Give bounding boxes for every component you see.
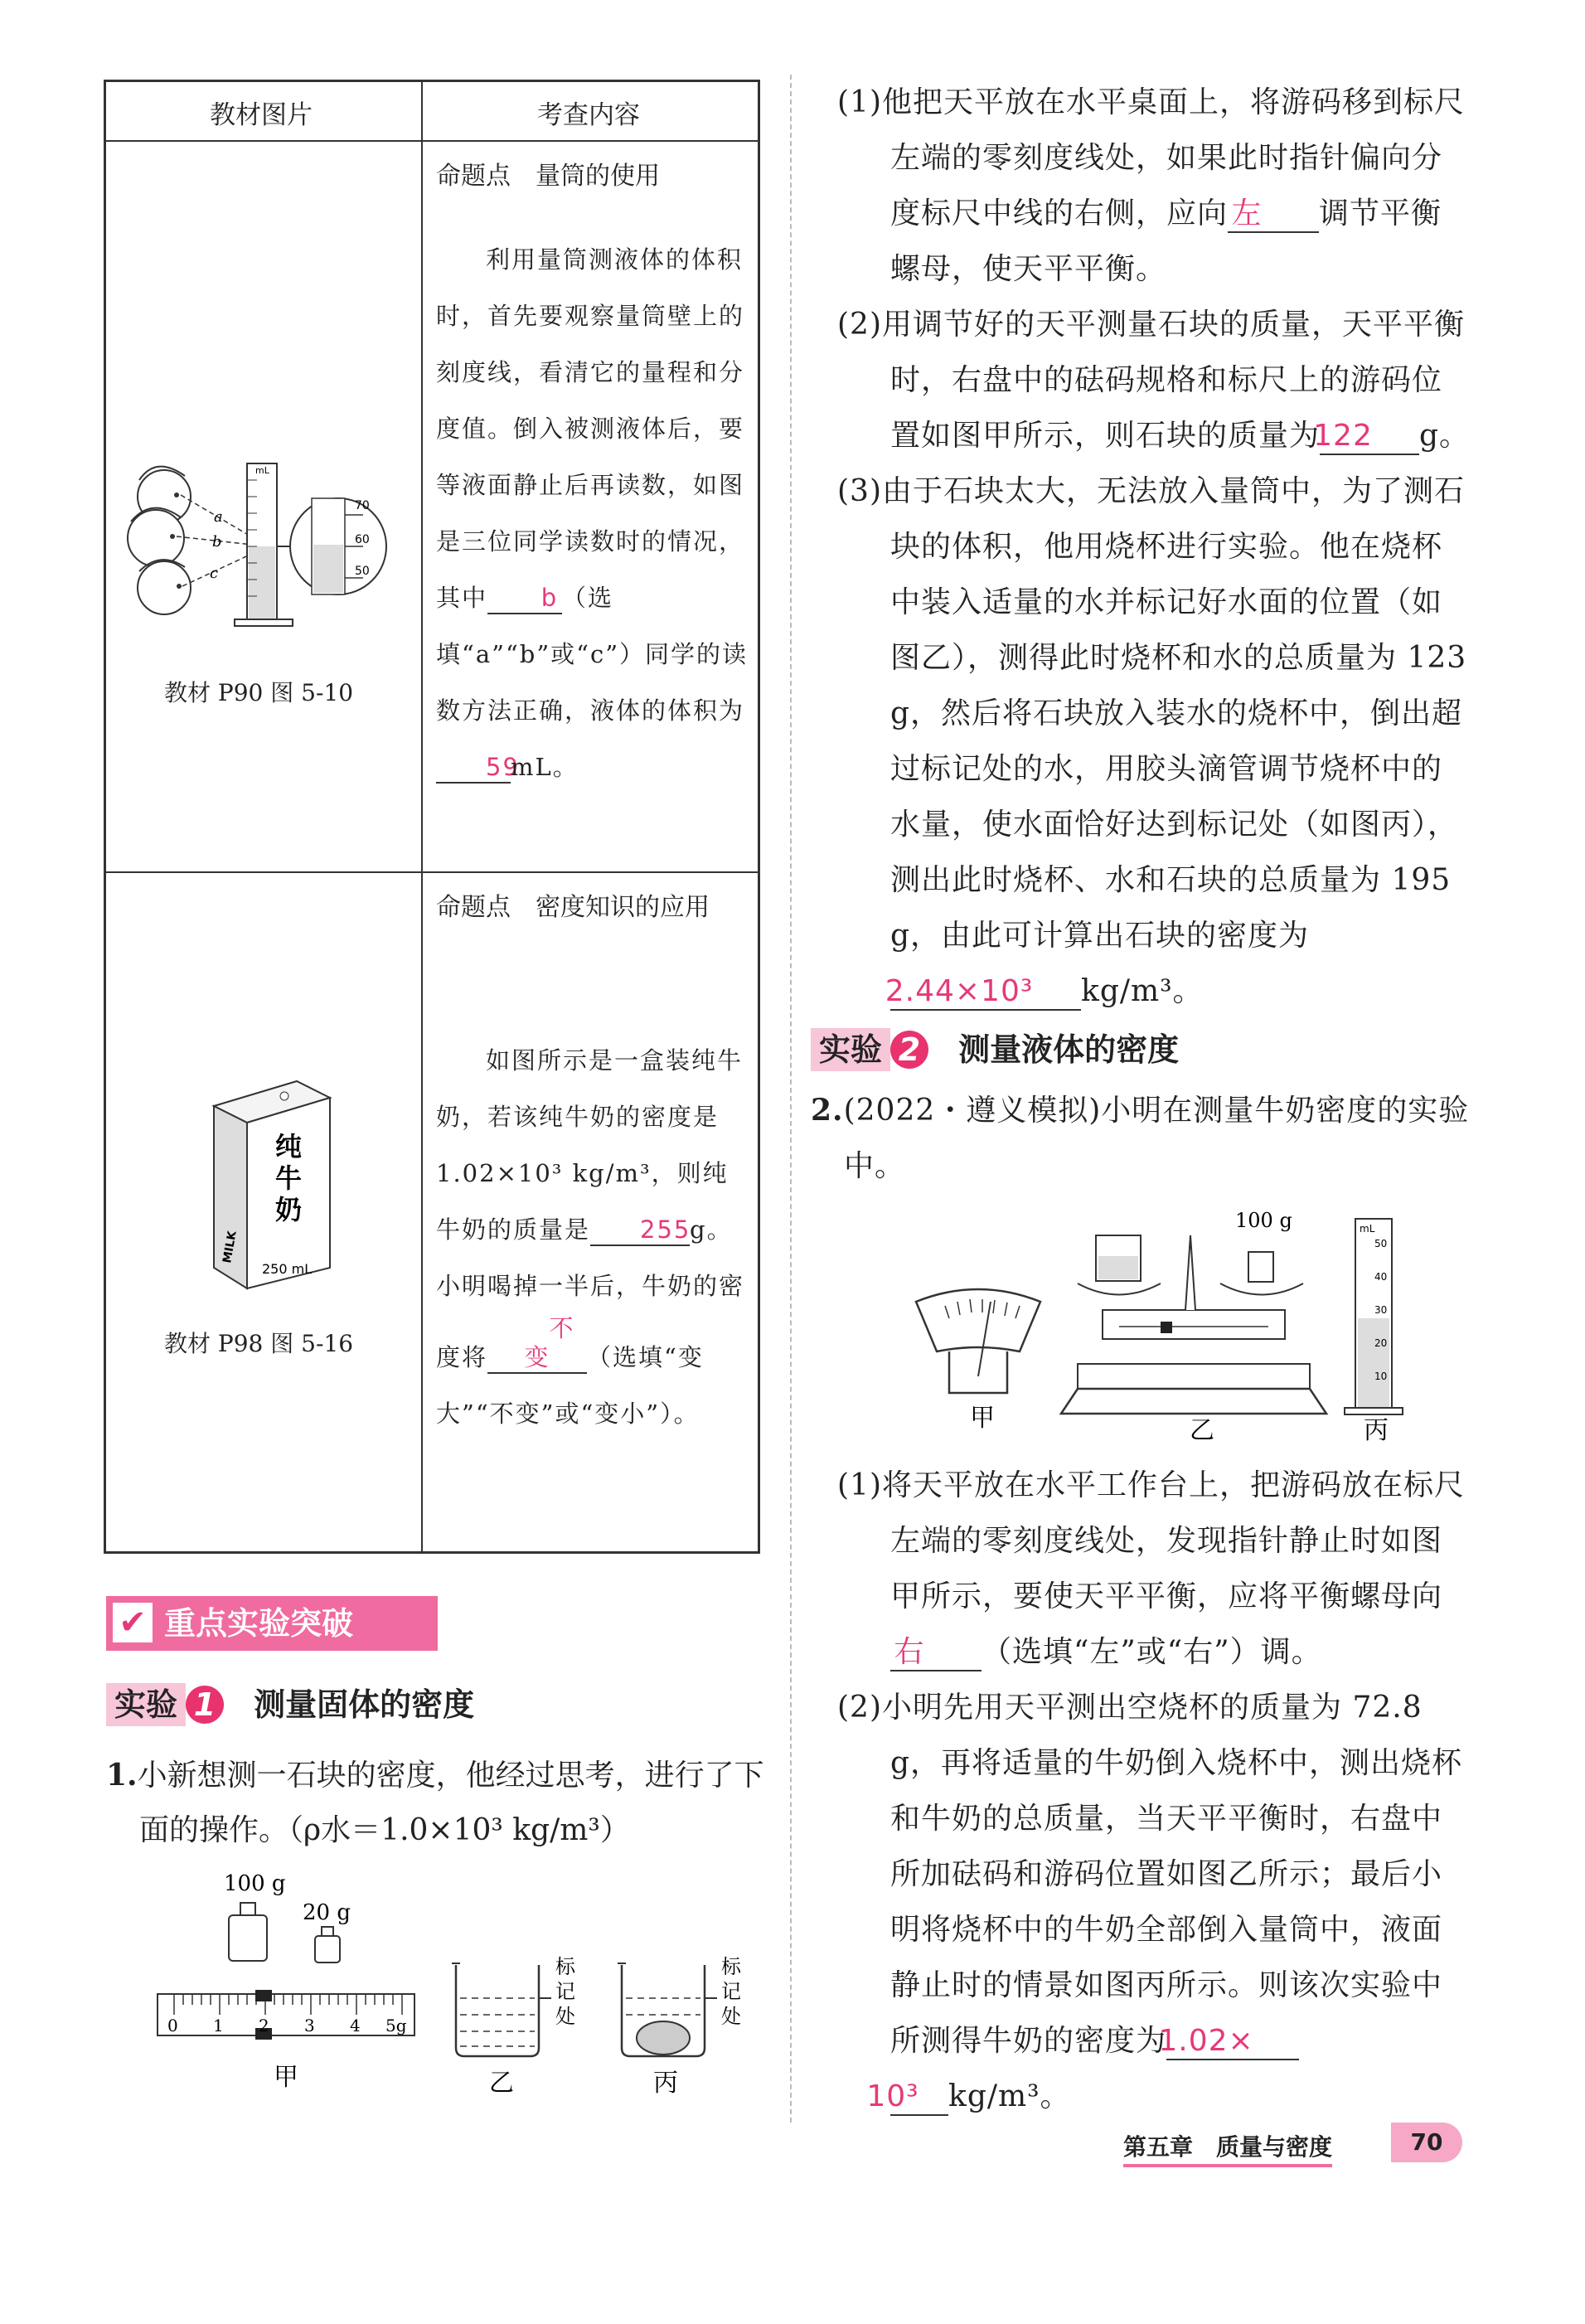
row1-caption: 教材 P90 图 5-10 — [164, 679, 354, 706]
table-header-line — [106, 140, 758, 142]
row2-text: 如图所示是一盒装纯牛奶，若该纯牛奶的密度是 1.02×10³ kg/m³，则纯牛奶的质量是 — [436, 1046, 744, 1244]
section-title: 重点实验突破 — [164, 1605, 354, 1642]
row1-unit: mL。 — [511, 753, 579, 781]
weight-20g: 20 g — [303, 1900, 351, 1925]
milk-box-figure — [197, 1056, 347, 1297]
exp1-answer1: 左 — [1228, 196, 1319, 233]
exp1-answer3: 2.44×10³ — [890, 973, 1081, 1011]
exp1-figure — [149, 1866, 763, 2114]
ruler-0: 0 — [167, 2016, 178, 2035]
row1-content — [436, 231, 753, 795]
exp1-question — [106, 1748, 769, 1858]
ruler-5g: 5g — [385, 2016, 407, 2035]
exp1-tag: 实验 — [106, 1683, 186, 1726]
row2-point: 命题点 密度知识的应用 — [436, 893, 710, 922]
mark-label-bing: 标记处 — [721, 1955, 741, 2028]
section-badge — [106, 1596, 438, 1651]
fig2-tick-40: 40 — [1374, 1271, 1388, 1283]
ruler-3: 3 — [304, 2016, 315, 2035]
table-row-line — [106, 871, 758, 873]
box-label: 纯牛奶 — [274, 1131, 303, 1225]
tick-70: 70 — [355, 499, 370, 512]
fig2-tick-50: 50 — [1374, 1238, 1388, 1249]
exp2-figure — [912, 1202, 1409, 1443]
exp2-p1: (1)将天平放在水平工作台上，把游码放在标尺左端的零刻度线处，发现指针静止时如图甲所示，要使天平平衡，应将平衡螺母向 — [837, 1468, 1465, 1613]
label-a: a — [214, 508, 223, 526]
exp1-part1 — [837, 75, 1472, 1019]
exp2-parts — [837, 1458, 1472, 2124]
row2-content — [436, 1032, 753, 1442]
row2-text2: g。小明喝掉一半后，牛奶的密度将 — [436, 1215, 745, 1371]
ruler-2: 2 — [259, 2016, 269, 2035]
row1-text2: （选填“a”“b”或“c”）同学的读数方法正确，液体的体积为 — [436, 584, 749, 725]
tick-50: 50 — [355, 565, 370, 578]
exp1-q-text: 小新想测一石块的密度，他经过思考，进行了下面的操作。（ρ水＝1.0×10³ kg/m³） — [137, 1759, 764, 1847]
mark-label-yi: 标记处 — [555, 1955, 575, 2028]
exp2-question — [811, 1083, 1474, 1194]
ruler-4: 4 — [350, 2016, 361, 2035]
checkmark-icon: ✔ — [113, 1603, 153, 1642]
label-c: c — [210, 565, 219, 582]
row1-text: 利用量筒测液体的体积时，首先要观察量筒壁上的刻度线，看清它的量程和分度值。倒入被测液体后，要等液面静止后再读数，如图是三位同学读数时的情况，其中 — [436, 245, 745, 612]
exp2-tag: 实验 — [811, 1028, 890, 1071]
exp2-number: 2 — [890, 1031, 928, 1069]
fig-yi: 乙 — [489, 2069, 514, 2098]
row1-answer2: 59 — [436, 753, 511, 784]
fig2-ml: mL — [1360, 1223, 1375, 1235]
knowledge-table — [104, 80, 760, 1554]
tick-60: 60 — [355, 533, 370, 546]
exp2-answer2b: 10³ — [890, 2079, 948, 2116]
page-number: 70 — [1391, 2123, 1462, 2162]
label-b: b — [212, 533, 222, 551]
table-divider — [421, 82, 423, 1551]
exp1-p1: (1)他把天平放在水平桌面上，将游码移到标尺左端的零刻度线处，如果此时指针偏向分度标尺中线的右侧，应向 — [837, 85, 1465, 230]
row2-text3: （选填“变大”“不变”或“变小”）。 — [436, 1342, 704, 1428]
label-ml: mL — [255, 465, 269, 476]
row1-answer1: b — [487, 584, 562, 614]
exp2-p2: (2)小明先用天平测出空烧杯的质量为 72.8 g，再将适量的牛奶倒入烧杯中，测出烧杯和牛奶的总质量，当天平平衡时，右盘中所加砝码和游码位置如图乙所示；最后小明将烧杯中的牛奶全部倒入量筒中，液面静止时的情景如图丙所示。则该次实验中所测得牛奶的密度为 — [837, 1691, 1463, 2058]
row1-point: 命题点 量筒的使用 — [436, 162, 660, 191]
exp2-q-text: (2022・遵义模拟)小明在测量牛奶密度的实验中。 — [843, 1094, 1470, 1183]
exp2-heading — [811, 1028, 1179, 1071]
row2-caption: 教材 P98 图 5-16 — [164, 1330, 354, 1357]
fig2-tick-20: 20 — [1374, 1337, 1388, 1349]
fig2-tick-30: 30 — [1374, 1304, 1388, 1316]
exp2-answer2a: 1.02× — [1166, 2023, 1299, 2060]
exp1-answer2: 122 — [1320, 418, 1419, 455]
footer-chapter: 第五章 质量与密度 — [1123, 2129, 1332, 2167]
weight-100g: 100 g — [224, 1871, 286, 1896]
fig2-bing: 丙 — [1364, 1416, 1389, 1443]
weight-100g-2: 100 g — [1235, 1209, 1292, 1232]
fig-bing: 丙 — [653, 2069, 678, 2098]
fig2-jia: 甲 — [970, 1404, 995, 1433]
exp1-p3: (3)由于石块太大，无法放入量筒中，为了测石块的体积，他用烧杯进行实验。他在烧杯中装入适量的水并标记好水面的位置（如图乙），测得此时烧杯和水的总质量为 123 g，然后将石块放入装水的烧杯中，倒出超过标记处的水，用胶头滴管调节烧杯中的水量，使水面恰好达到标记处（如图丙），测出此时烧杯、水和石块的总质量为 195 g，由此可计算出石块的密度为 — [837, 474, 1467, 953]
exp1-p2: (2)用调节好的天平测量石块的质量，天平平衡时，右盘中的砝码规格和标尺上的游码位置如图甲所示，则石块的质量为 — [837, 308, 1465, 453]
column-separator — [790, 75, 792, 2123]
row2-answer2: 不变 — [487, 1314, 587, 1374]
exp1-p2b: g。 — [1419, 419, 1471, 453]
exp1-title: 测量固体的密度 — [254, 1686, 475, 1723]
table-header-col1: 教材图片 — [210, 100, 313, 130]
exp2-p1b: （选填“左”或“右”）调。 — [982, 1635, 1322, 1669]
box-side: MILK — [221, 1230, 240, 1264]
exp1-p1b: 调节平衡螺母，使天平平衡。 — [890, 196, 1442, 286]
exp2-q-num: 2. — [811, 1093, 844, 1128]
ruler-1: 1 — [213, 2016, 224, 2035]
fig2-yi: 乙 — [1190, 1416, 1214, 1443]
row2-answer1: 255 — [590, 1215, 690, 1246]
fig2-tick-10: 10 — [1374, 1371, 1388, 1382]
exp1-heading — [106, 1683, 474, 1726]
exp1-number: 1 — [186, 1686, 224, 1724]
table-header-col2: 考查内容 — [537, 100, 640, 130]
exp2-answer1: 右 — [890, 1634, 982, 1671]
exp2-p2b: kg/m³。 — [948, 2079, 1071, 2113]
box-volume: 250 mL — [262, 1261, 313, 1277]
fig-jia: 甲 — [274, 2063, 298, 2092]
exp2-title: 测量液体的密度 — [958, 1031, 1180, 1068]
measuring-cylinder-figure — [114, 381, 413, 654]
exp1-p3b: kg/m³。 — [1081, 974, 1204, 1008]
exp1-q-num: 1. — [106, 1758, 138, 1793]
